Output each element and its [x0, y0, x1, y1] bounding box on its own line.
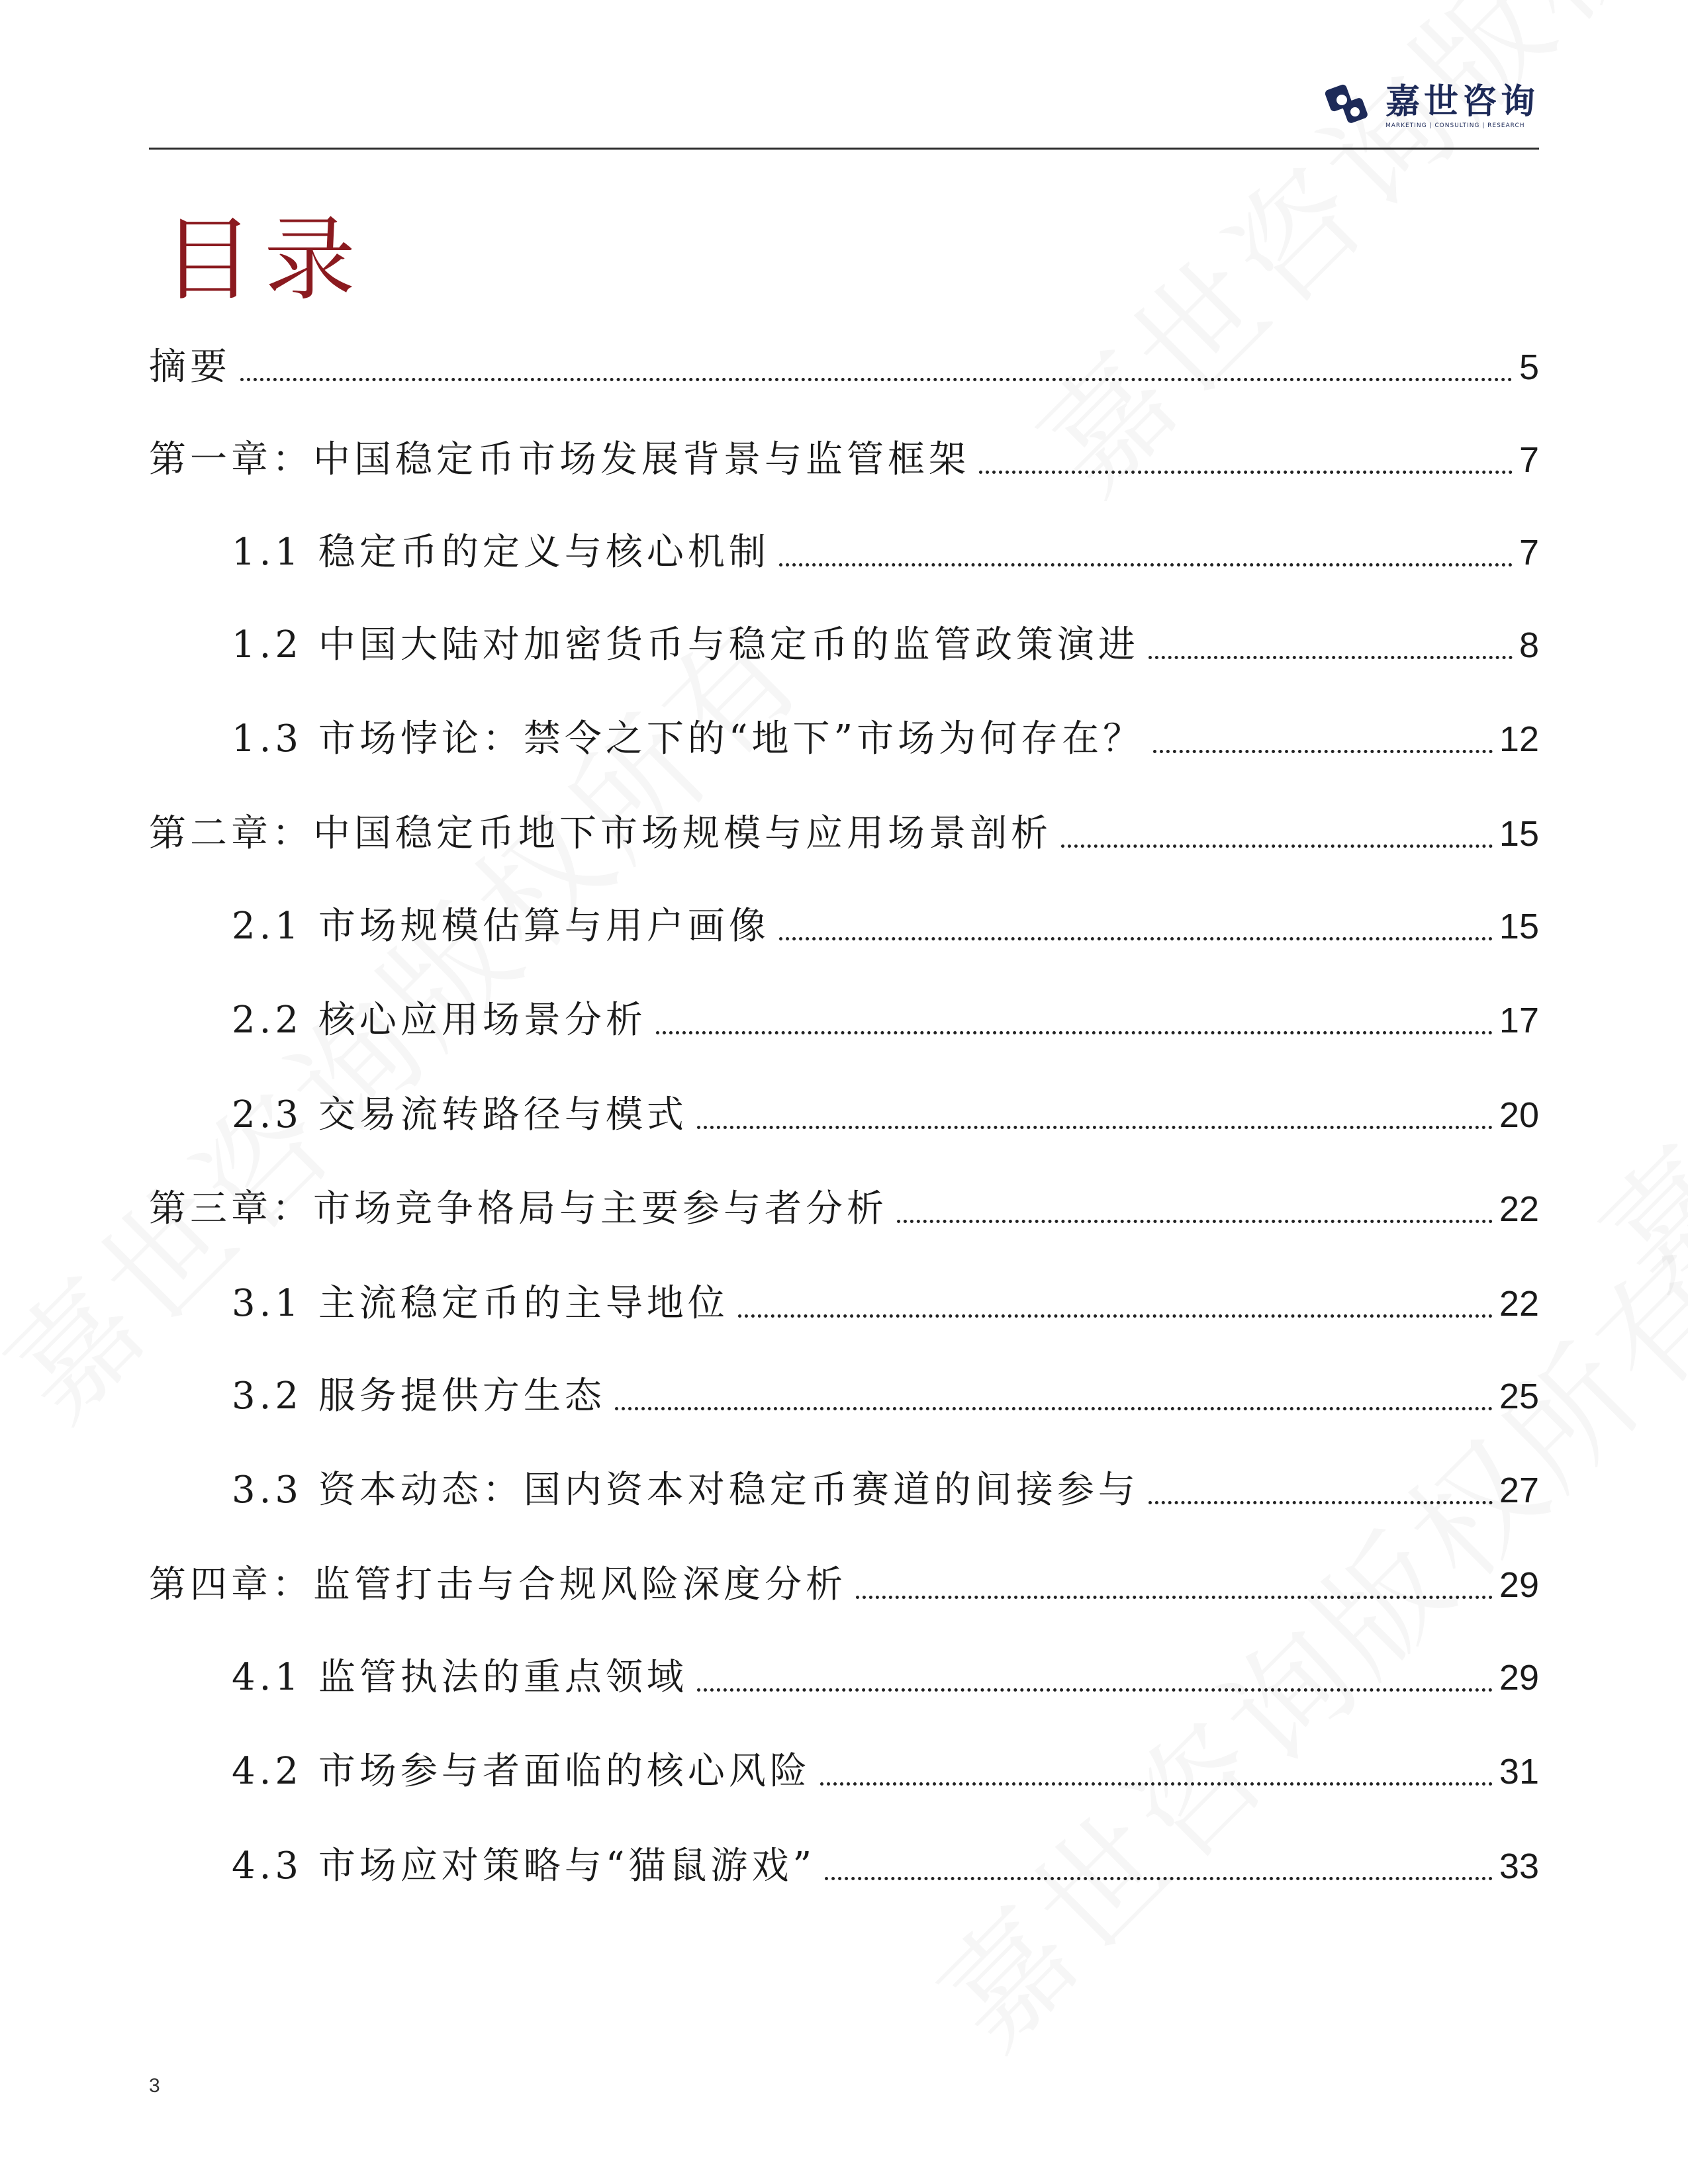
toc-entry-page: 8 [1519, 625, 1539, 665]
brand-logo [1322, 76, 1539, 136]
toc-entry-page: 20 [1499, 1095, 1539, 1135]
toc-leader-dots [856, 1595, 1493, 1599]
watermark [1556, 443, 1688, 1319]
toc-entry-page: 22 [1499, 1189, 1539, 1229]
toc-entry-page: 31 [1499, 1752, 1539, 1792]
toc-leader-dots [1149, 1500, 1493, 1504]
page-number: 3 [149, 2075, 160, 2097]
brand-tagline: MARKETING | CONSULTING | RESEARCH [1385, 122, 1525, 129]
toc-entry-label: 3.3 资本动态：国内资本对稳定币赛道的间接参与 [232, 1469, 1139, 1512]
toc-entry-label: 2.1 市场规模估算与用户画像 [232, 905, 770, 948]
toc-entry-page: 17 [1499, 1001, 1539, 1040]
toc-entry[interactable] [232, 1079, 1539, 1138]
toc-entry-page: 33 [1499, 1846, 1539, 1886]
toc-entry-label: 1.1 稳定币的定义与核心机制 [232, 531, 770, 574]
toc-entry-label: 2.2 核心应用场景分析 [232, 999, 647, 1042]
toc-entry-label: 第四章：监管打击与合规风险深度分析 [149, 1563, 847, 1606]
toc-entry-page: 25 [1499, 1377, 1539, 1416]
toc-entry[interactable] [232, 516, 1539, 576]
toc-entry-label: 3.1 主流稳定币的主导地位 [232, 1282, 729, 1325]
toc-entry[interactable] [232, 703, 1539, 762]
toc-leader-dots [1149, 655, 1513, 659]
toc-leader-dots [779, 936, 1493, 940]
toc-entry-page: 22 [1499, 1284, 1539, 1324]
page-title: 目录 [162, 206, 367, 313]
toc-entry-page: 27 [1499, 1471, 1539, 1510]
toc-entry[interactable] [149, 1549, 1539, 1608]
toc-entry-page: 15 [1499, 907, 1539, 946]
page-header [149, 66, 1539, 149]
toc-entry[interactable] [232, 1641, 1539, 1701]
toc-entry-label: 第二章：中国稳定币地下市场规模与应用场景剖析 [149, 812, 1052, 855]
toc-entry[interactable] [232, 1454, 1539, 1514]
toc-entry[interactable] [232, 984, 1539, 1044]
toc-entry[interactable] [232, 609, 1539, 668]
toc-leader-dots [825, 1876, 1493, 1880]
toc-entry[interactable] [149, 797, 1539, 857]
toc-leader-dots [697, 1688, 1493, 1692]
toc-entry-label: 2.3 交易流转路径与模式 [232, 1093, 688, 1136]
brand-text [1385, 83, 1539, 129]
toc-entry[interactable] [149, 331, 1539, 390]
toc-entry-label: 第三章：市场竞争格局与主要参与者分析 [149, 1187, 888, 1230]
toc-leader-dots [738, 1314, 1493, 1318]
toc-entry-label: 摘要 [149, 345, 231, 388]
toc-entry-label: 1.2 中国大陆对加密货币与稳定币的监管政策演进 [232, 623, 1139, 666]
toc-leader-dots [779, 563, 1513, 567]
toc-entry[interactable] [149, 424, 1539, 483]
toc-entry[interactable] [232, 1830, 1539, 1889]
toc-leader-dots [979, 470, 1513, 474]
toc-entry-label: 4.1 监管执法的重点领域 [232, 1656, 688, 1699]
toc-entry-page: 15 [1499, 814, 1539, 854]
toc-entry-page: 7 [1519, 533, 1539, 572]
toc-entry-label: 3.2 服务提供方生态 [232, 1375, 606, 1418]
brand-name: 嘉世咨询 [1385, 82, 1539, 122]
toc-entry-page: 12 [1499, 719, 1539, 759]
toc-entry-page: 29 [1499, 1658, 1539, 1698]
toc-entry[interactable] [232, 1360, 1539, 1420]
toc-leader-dots [697, 1125, 1493, 1129]
toc-entry-label: 4.2 市场参与者面临的核心风险 [232, 1750, 811, 1793]
toc-leader-dots [1153, 749, 1493, 753]
brand-mark-icon [1322, 80, 1374, 132]
header-divider [149, 148, 1539, 150]
toc-entry[interactable] [232, 1267, 1539, 1327]
toc-leader-dots [240, 377, 1513, 381]
toc-entry-label: 第一章：中国稳定币市场发展背景与监管框架 [149, 438, 970, 481]
toc-entry-page: 7 [1519, 440, 1539, 480]
toc-entry-page: 29 [1499, 1565, 1539, 1605]
toc-entry[interactable] [232, 1735, 1539, 1795]
toc-entry[interactable] [149, 1173, 1539, 1232]
toc-leader-dots [820, 1782, 1493, 1786]
toc-leader-dots [1061, 844, 1493, 848]
toc-leader-dots [897, 1219, 1493, 1223]
toc-entry-page: 5 [1519, 347, 1539, 387]
toc-entry-label: 4.3 市场应对策略与“猫鼠游戏” [232, 1844, 816, 1888]
toc-entry-label: 1.3 市场悖论：禁令之下的“地下”市场为何存在？ [232, 717, 1145, 760]
toc-leader-dots [656, 1030, 1493, 1034]
toc-entry[interactable] [232, 890, 1539, 950]
toc-leader-dots [615, 1406, 1493, 1410]
